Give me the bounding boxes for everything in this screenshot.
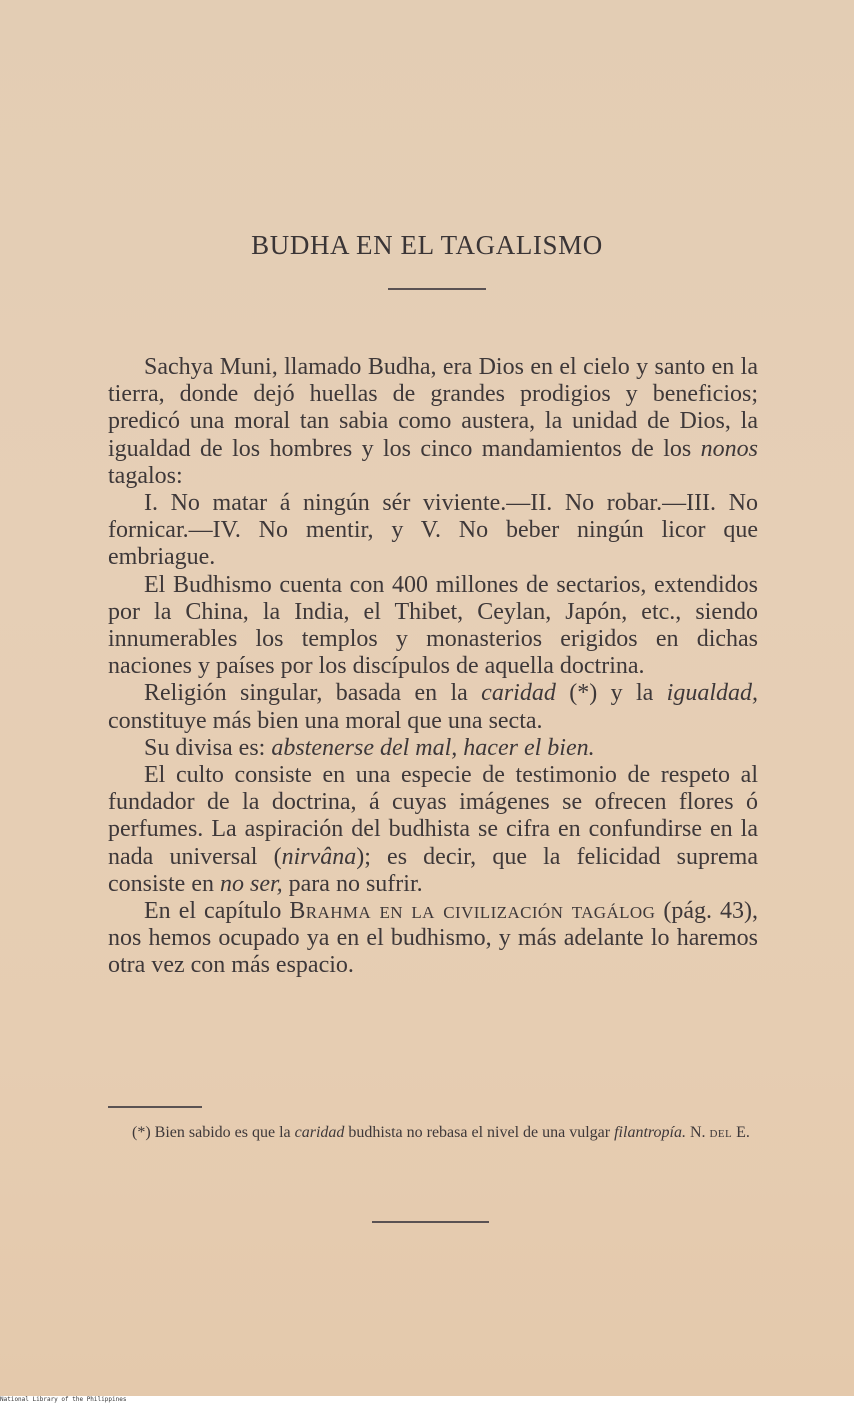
library-footer: National Library of the Philippines [0, 1396, 127, 1403]
paragraph-2: I. No matar á ningún sér viviente.—II. No robar.—III. No fornicar.—IV. No mentir, y V. No beber ningún licor que embriague. [108, 490, 758, 571]
page-title: BUDHA EN EL TAGALISMO [251, 230, 603, 260]
paragraph-7: En el capítulo Brahma en la civilización tagálog (pág. 43), nos hemos ocupado ya en el budhismo, y más adelante lo haremos otra vez con más espacio. [108, 898, 758, 979]
paragraph-4: Religión singular, basada en la caridad (*) y la igualdad, constituye más bien una moral que una secta. [108, 680, 758, 734]
end-rule [372, 1221, 489, 1223]
body-text [108, 354, 758, 980]
title-rule [388, 288, 486, 290]
paragraph-1: Sachya Muni, llamado Budha, era Dios en el cielo y santo en la tierra, donde dejó huellas de grandes prodigios y beneficios; predicó una moral tan sabia como austera, la unidad de Dios, la igualdad de los hombres y los cinco mandamientos de los nonos tagalos: [108, 354, 758, 489]
paragraph-3: El Budhismo cuenta con 400 millones de sectarios, extendidos por la China, la India, el Thibet, Ceylan, Japón, etc., siendo innumerables los templos y monasterios erigidos en dichas naciones y países por los discípulos de aquella doctrina. [108, 571, 758, 680]
footnote-rule [108, 1106, 202, 1108]
footnote: (*) Bien sabido es que la caridad budhista no rebasa el nivel de una vulgar filantropía. N. del E. [132, 1124, 750, 1141]
paragraph-5: Su divisa es: abstenerse del mal, hacer el bien. [144, 734, 595, 761]
paragraph-6: El culto consiste en una especie de testimonio de respeto al fundador de la doctrina, á cuyas imágenes se ofrecen flores ó perfumes. La aspiración del budhista se cifra en confundirse en la nada universal (nirvâna); es decir, que la felicidad suprema consiste en no ser, para no sufrir. [108, 762, 758, 897]
